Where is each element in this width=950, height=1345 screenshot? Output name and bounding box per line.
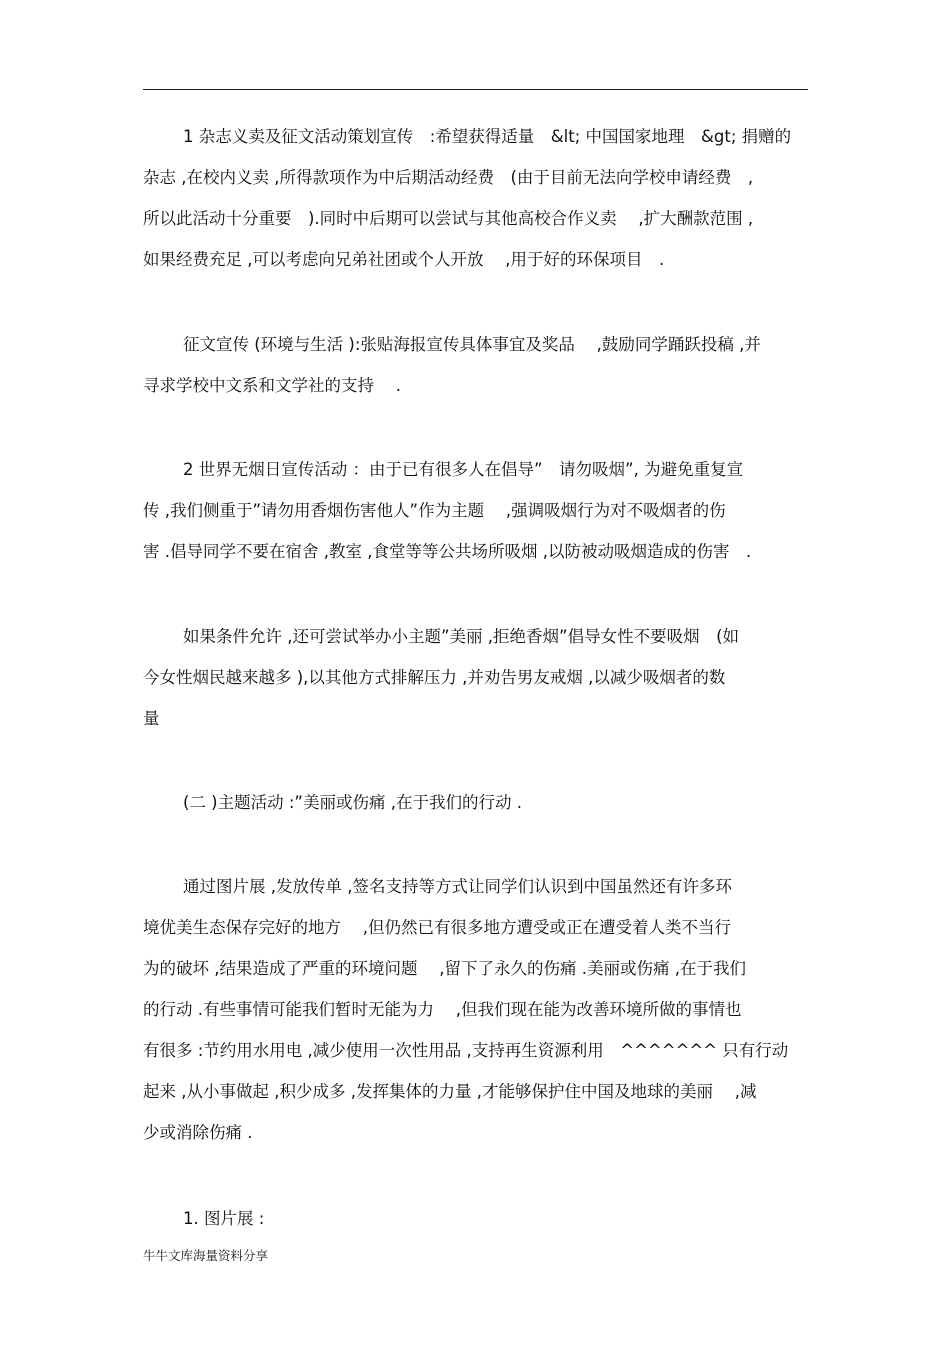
- text-line: 寻求学校中文系和文学社的支持 .: [143, 376, 401, 395]
- text-line: 今女性烟民越来越多 ),以其他方式排解压力 ,并劝告男友戒烟 ,以减少吸烟者的数: [143, 668, 726, 687]
- text-line: 害 .倡导同学不要在宿舍 ,教室 ,食堂等等公共场所吸烟 ,以防被动吸烟造成的伤害 .: [143, 542, 752, 561]
- paragraph-theme-activity-body: [143, 866, 823, 1153]
- text-line: 有很多 :节约用水用电 ,减少使用一次性用品 ,支持再生资源利用 ^^^^^^^ 只有行动: [143, 1041, 789, 1060]
- text-line: 2 世界无烟日宣传活动 ：由于已有很多人在倡导” 请勿吸烟”, 为避免重复宣: [183, 460, 744, 479]
- paragraph-magazine-sale: [143, 116, 823, 280]
- text-line: 少或消除伤痛 .: [143, 1123, 253, 1142]
- text-line: 如果条件允许 ,还可尝试举办小主题”美丽 ,拒绝香烟”倡导女性不要吸烟 (如: [183, 627, 740, 646]
- text-line: 量: [143, 709, 160, 728]
- text-line: 如果经费充足 ,可以考虑向兄弟社团或个人开放 ,用于好的环保项目 .: [143, 250, 665, 269]
- text-line: 的行动 .有些事情可能我们暂时无能为力 ,但我们现在能为改善环境所做的事情也: [143, 1000, 742, 1019]
- text-line: 征文宣传 (环境与生活 ):张贴海报宣传具体事宜及奖品 ,鼓励同学踊跃投稿 ,并: [183, 335, 761, 354]
- text-line: 起来 ,从小事做起 ,积少成多 ,发挥集体的力量 ,才能够保护住中国及地球的美丽 ,减: [143, 1082, 757, 1101]
- paragraph-photo-exhibit-heading: [143, 1198, 823, 1239]
- text-line: 传 ,我们侧重于”请勿用香烟伤害他人”作为主题 ,强调吸烟行为对不吸烟者的伤: [143, 501, 726, 520]
- paragraph-theme-activity-heading: [143, 782, 823, 823]
- paragraph-women-smoking: [143, 616, 823, 739]
- paragraph-no-smoking-day: [143, 449, 823, 572]
- header-rule: [143, 89, 808, 90]
- text-line: (二 )主题活动 :”美丽或伤痛 ,在于我们的行动 .: [183, 793, 522, 812]
- text-line: 所以此活动十分重要 ).同时中后期可以尝试与其他高校合作义卖 ,扩大酬款范围 ,: [143, 209, 754, 228]
- text-line: 1 杂志义卖及征文活动策划宣传 :希望获得适量 &lt; 中国国家地理 &gt; 捐赠的: [183, 127, 792, 146]
- text-line: 境优美生态保存完好的地方 ,但仍然已有很多地方遭受或正在遭受着人类不当行: [143, 918, 731, 937]
- text-line: 1. 图片展 :: [183, 1209, 265, 1228]
- text-line: 通过图片展 ,发放传单 ,签名支持等方式让同学们认识到中国虽然还有许多环: [183, 877, 732, 896]
- text-line: 为的破坏 ,结果造成了严重的环境问题 ,留下了永久的伤痛 .美丽或伤痛 ,在于我们: [143, 959, 746, 978]
- text-line: 杂志 ,在校内义卖 ,所得款项作为中后期活动经费 (由于目前无法向学校申请经费 ,: [143, 168, 754, 187]
- page-footer: 牛牛文库海量资料分享: [143, 1248, 269, 1263]
- paragraph-essay-promotion: [143, 324, 823, 406]
